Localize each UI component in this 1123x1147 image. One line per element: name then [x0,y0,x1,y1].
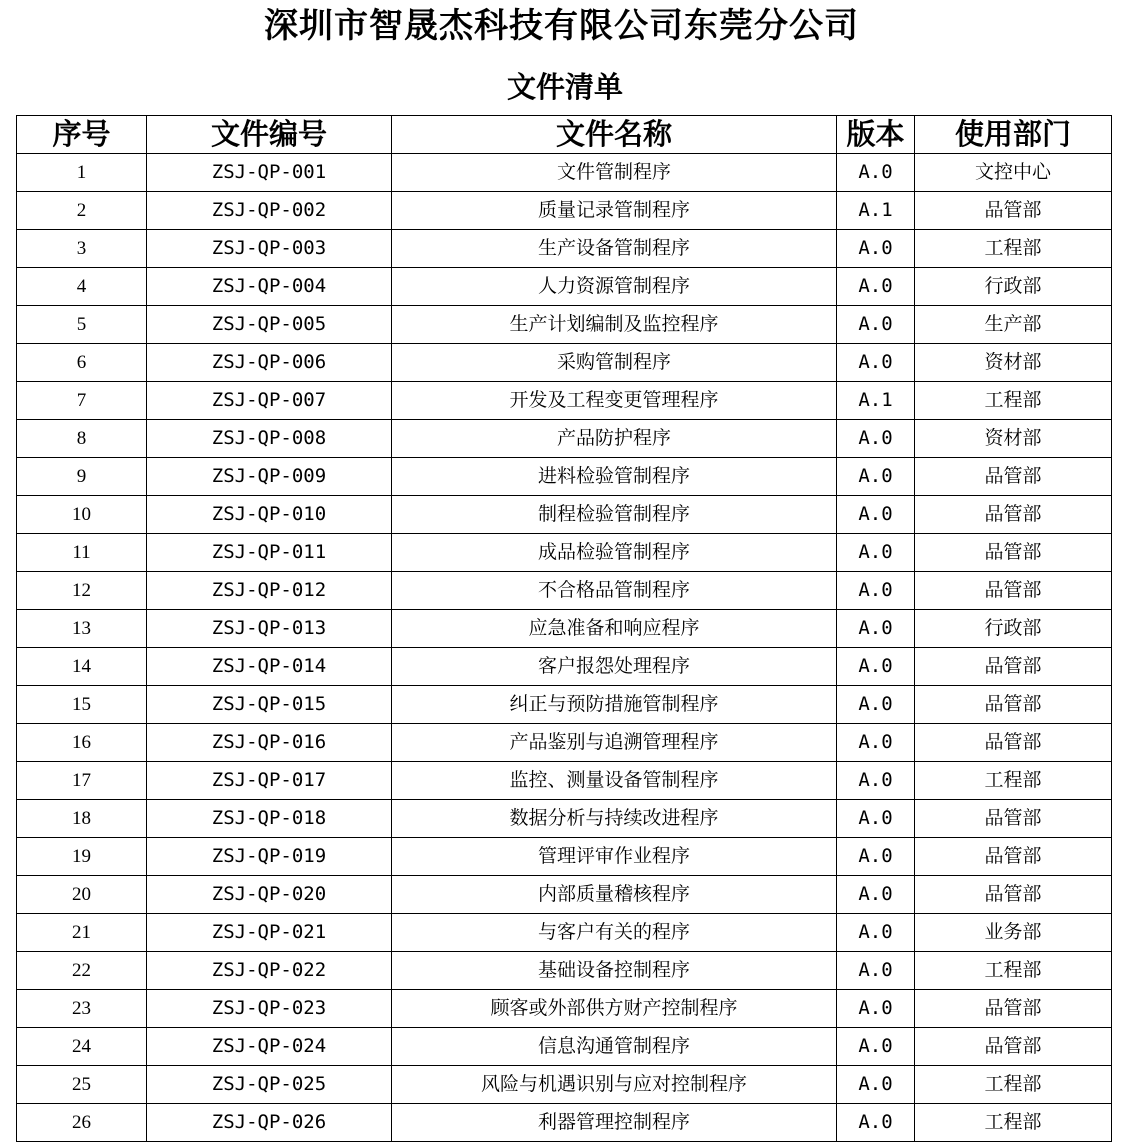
cell-name: 生产设备管制程序 [392,230,837,268]
cell-name: 产品防护程序 [392,420,837,458]
cell-dept: 生产部 [915,306,1112,344]
cell-code: ZSJ-QP-010 [147,496,392,534]
table-row [17,154,1112,192]
cell-dept: 品管部 [915,496,1112,534]
cell-no: 15 [17,686,147,724]
cell-name: 应急准备和响应程序 [392,610,837,648]
cell-name: 管理评审作业程序 [392,838,837,876]
table-row [17,800,1112,838]
cell-no: 12 [17,572,147,610]
cell-no: 4 [17,268,147,306]
cell-code: ZSJ-QP-009 [147,458,392,496]
cell-code: ZSJ-QP-022 [147,952,392,990]
cell-name: 顾客或外部供方财产控制程序 [392,990,837,1028]
table-row [17,686,1112,724]
table-row [17,344,1112,382]
cell-dept: 工程部 [915,230,1112,268]
cell-no: 19 [17,838,147,876]
column-header-name: 文件名称 [392,116,837,154]
cell-code: ZSJ-QP-005 [147,306,392,344]
table-row [17,420,1112,458]
table-row [17,458,1112,496]
table-body [17,154,1112,1142]
cell-code: ZSJ-QP-017 [147,762,392,800]
cell-dept: 品管部 [915,534,1112,572]
cell-name: 数据分析与持续改进程序 [392,800,837,838]
file-list-table [16,115,1112,1142]
cell-name: 进料检验管制程序 [392,458,837,496]
cell-code: ZSJ-QP-014 [147,648,392,686]
cell-code: ZSJ-QP-002 [147,192,392,230]
cell-no: 21 [17,914,147,952]
cell-name: 文件管制程序 [392,154,837,192]
cell-dept: 工程部 [915,1104,1112,1142]
cell-code: ZSJ-QP-015 [147,686,392,724]
cell-no: 26 [17,1104,147,1142]
cell-name: 制程检验管制程序 [392,496,837,534]
cell-dept: 品管部 [915,572,1112,610]
table-row [17,648,1112,686]
cell-name: 产品鉴别与追溯管理程序 [392,724,837,762]
company-title: 深圳市智晟杰科技有限公司东莞分公司 [264,6,859,46]
cell-version: A.0 [837,762,915,800]
cell-name: 信息沟通管制程序 [392,1028,837,1066]
cell-dept: 品管部 [915,838,1112,876]
cell-name: 基础设备控制程序 [392,952,837,990]
cell-no: 9 [17,458,147,496]
cell-version: A.0 [837,686,915,724]
cell-dept: 品管部 [915,648,1112,686]
cell-name: 人力资源管制程序 [392,268,837,306]
cell-code: ZSJ-QP-001 [147,154,392,192]
table-row [17,572,1112,610]
table-row [17,762,1112,800]
cell-dept: 行政部 [915,610,1112,648]
table-row [17,724,1112,762]
cell-dept: 品管部 [915,800,1112,838]
cell-dept: 资材部 [915,420,1112,458]
cell-code: ZSJ-QP-013 [147,610,392,648]
cell-dept: 品管部 [915,876,1112,914]
cell-version: A.0 [837,876,915,914]
table-row [17,268,1112,306]
cell-no: 16 [17,724,147,762]
cell-no: 5 [17,306,147,344]
table-row [17,610,1112,648]
cell-version: A.0 [837,154,915,192]
cell-dept: 品管部 [915,686,1112,724]
cell-dept: 行政部 [915,268,1112,306]
cell-version: A.1 [837,192,915,230]
cell-no: 13 [17,610,147,648]
cell-name: 内部质量稽核程序 [392,876,837,914]
cell-code: ZSJ-QP-019 [147,838,392,876]
cell-name: 利器管理控制程序 [392,1104,837,1142]
cell-code: ZSJ-QP-018 [147,800,392,838]
table-row [17,876,1112,914]
table-row [17,496,1112,534]
cell-code: ZSJ-QP-024 [147,1028,392,1066]
cell-dept: 品管部 [915,192,1112,230]
table-row [17,230,1112,268]
cell-name: 不合格品管制程序 [392,572,837,610]
cell-dept: 品管部 [915,458,1112,496]
cell-name: 风险与机遇识别与应对控制程序 [392,1066,837,1104]
cell-version: A.0 [837,610,915,648]
table-row [17,382,1112,420]
cell-name: 纠正与预防措施管制程序 [392,686,837,724]
cell-dept: 工程部 [915,382,1112,420]
cell-version: A.0 [837,420,915,458]
cell-version: A.0 [837,458,915,496]
table-row [17,534,1112,572]
cell-version: A.0 [837,230,915,268]
table-row [17,306,1112,344]
cell-version: A.0 [837,838,915,876]
cell-code: ZSJ-QP-021 [147,914,392,952]
cell-version: A.0 [837,344,915,382]
cell-code: ZSJ-QP-025 [147,1066,392,1104]
cell-no: 1 [17,154,147,192]
cell-name: 生产计划编制及监控程序 [392,306,837,344]
cell-no: 17 [17,762,147,800]
cell-version: A.0 [837,534,915,572]
cell-version: A.0 [837,800,915,838]
cell-code: ZSJ-QP-007 [147,382,392,420]
cell-no: 3 [17,230,147,268]
cell-code: ZSJ-QP-004 [147,268,392,306]
cell-version: A.0 [837,306,915,344]
cell-code: ZSJ-QP-008 [147,420,392,458]
column-header-dept: 使用部门 [915,116,1112,154]
cell-no: 2 [17,192,147,230]
cell-version: A.0 [837,1104,915,1142]
cell-code: ZSJ-QP-020 [147,876,392,914]
cell-code: ZSJ-QP-003 [147,230,392,268]
cell-version: A.0 [837,496,915,534]
cell-version: A.0 [837,648,915,686]
cell-name: 客户报怨处理程序 [392,648,837,686]
cell-dept: 业务部 [915,914,1112,952]
cell-dept: 工程部 [915,1066,1112,1104]
cell-no: 20 [17,876,147,914]
cell-version: A.0 [837,1028,915,1066]
cell-dept: 品管部 [915,1028,1112,1066]
cell-code: ZSJ-QP-023 [147,990,392,1028]
cell-no: 23 [17,990,147,1028]
cell-code: ZSJ-QP-011 [147,534,392,572]
table-row [17,838,1112,876]
table-row [17,192,1112,230]
document-subtitle: 文件清单 [506,70,623,104]
cell-dept: 资材部 [915,344,1112,382]
cell-name: 监控、测量设备管制程序 [392,762,837,800]
cell-no: 7 [17,382,147,420]
cell-no: 10 [17,496,147,534]
cell-no: 14 [17,648,147,686]
column-header-code: 文件编号 [147,116,392,154]
cell-name: 与客户有关的程序 [392,914,837,952]
cell-version: A.0 [837,914,915,952]
cell-dept: 文控中心 [915,154,1112,192]
cell-no: 24 [17,1028,147,1066]
cell-no: 11 [17,534,147,572]
cell-version: A.0 [837,952,915,990]
table-row [17,1066,1112,1104]
cell-no: 8 [17,420,147,458]
table-row [17,1028,1112,1066]
cell-name: 质量记录管制程序 [392,192,837,230]
cell-name: 开发及工程变更管理程序 [392,382,837,420]
cell-version: A.0 [837,572,915,610]
table-row [17,952,1112,990]
table-header-row [17,116,1112,154]
cell-version: A.0 [837,990,915,1028]
cell-dept: 工程部 [915,952,1112,990]
column-header-version: 版本 [837,116,915,154]
cell-no: 6 [17,344,147,382]
cell-code: ZSJ-QP-016 [147,724,392,762]
cell-code: ZSJ-QP-026 [147,1104,392,1142]
cell-no: 22 [17,952,147,990]
cell-dept: 品管部 [915,724,1112,762]
table-row [17,990,1112,1028]
cell-version: A.0 [837,724,915,762]
column-header-no: 序号 [17,116,147,154]
cell-version: A.1 [837,382,915,420]
cell-no: 25 [17,1066,147,1104]
cell-code: ZSJ-QP-006 [147,344,392,382]
table-row [17,914,1112,952]
cell-dept: 工程部 [915,762,1112,800]
cell-no: 18 [17,800,147,838]
cell-version: A.0 [837,1066,915,1104]
table-row [17,1104,1112,1142]
cell-dept: 品管部 [915,990,1112,1028]
cell-name: 成品检验管制程序 [392,534,837,572]
cell-name: 采购管制程序 [392,344,837,382]
cell-code: ZSJ-QP-012 [147,572,392,610]
cell-version: A.0 [837,268,915,306]
